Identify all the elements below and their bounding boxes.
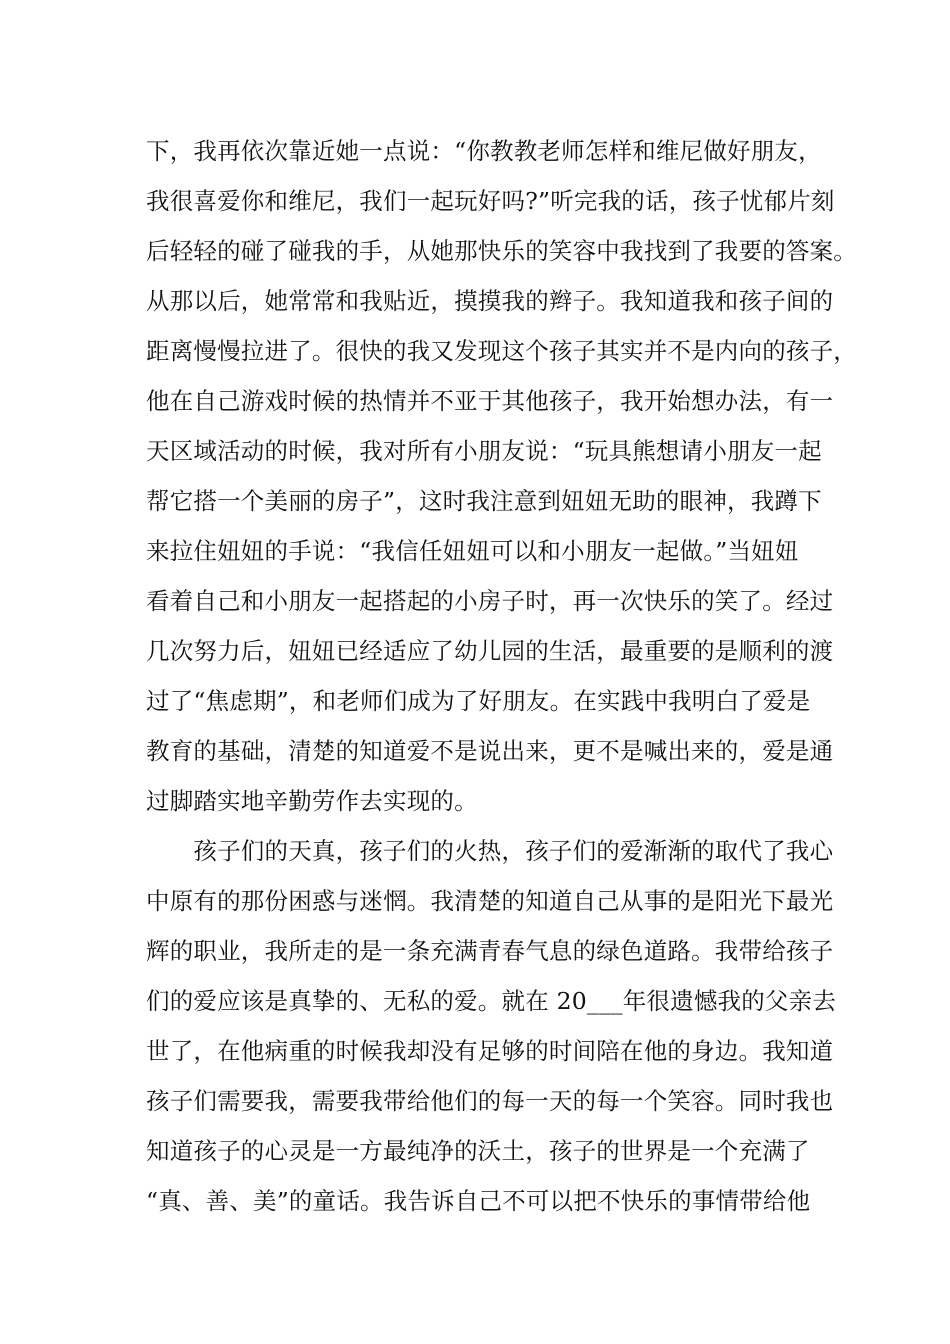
text-line: 我很喜爱你和维尼，我们一起玩好吗?”听完我的话，孩子忧郁片刻: [146, 187, 835, 215]
text-line: 孩子们需要我，需要我带给他们的每一天的每一个笑容。同时我也: [146, 1087, 834, 1115]
text-line: 下，我再依次靠近她一点说：“你教教老师怎样和维尼做好朋友，: [146, 137, 822, 165]
text-line: 帮它搭一个美丽的房子”，这时我注意到妞妞无助的眼神，我蹲下: [146, 487, 822, 515]
text-line: 看着自己和小朋友一起搭起的小房子时，再一次快乐的笑了。经过: [146, 587, 834, 615]
text-line: 他在自己游戏时候的热情并不亚于其他孩子，我开始想办法，有一: [146, 387, 834, 415]
body-text: [146, 126, 857, 1226]
text-line: 孩子们的天真，孩子们的火热，孩子们的爱渐渐的取代了我心: [146, 837, 834, 865]
text-line: 从那以后，她常常和我贴近，摸摸我的辫子。我知道我和孩子间的: [146, 287, 834, 315]
text-line: 中原有的那份困惑与迷惘。我清楚的知道自己从事的是阳光下最光: [146, 887, 834, 915]
text-line: 知道孩子的心灵是一方最纯净的沃土，孩子的世界是一个充满了: [146, 1137, 810, 1165]
text-line: “真、善、美”的童话。我告诉自己不可以把不快乐的事情带给他: [146, 1187, 811, 1215]
text-line: 来拉住妞妞的手说：“我信任妞妞可以和小朋友一起做。”当妞妞: [146, 537, 799, 565]
text-line: 天区域活动的时候，我对所有小朋友说：“玩具熊想请小朋友一起: [146, 437, 822, 465]
text-line: 后轻轻的碰了碰我的手，从她那快乐的笑容中我找到了我要的答案。: [146, 237, 857, 265]
text-line: 过了“焦虑期”，和老师们成为了好朋友。在实践中我明白了爱是: [146, 687, 811, 715]
text-line: 距离慢慢拉进了。很快的我又发现这个孩子其实并不是内向的孩子，: [146, 337, 857, 365]
text-line: 辉的职业，我所走的是一条充满青春气息的绿色道路。我带给孩子: [146, 937, 834, 965]
text-line: 们的爱应该是真挚的、无私的爱。就在 20___年很遗憾我的父亲去: [146, 987, 837, 1015]
text-line: 几次努力后，妞妞已经适应了幼儿园的生活，最重要的是顺利的渡: [146, 637, 834, 665]
text-line: 世了，在他病重的时候我却没有足够的时间陪在他的身边。我知道: [146, 1037, 834, 1065]
text-line: 过脚踏实地辛勤劳作去实现的。: [146, 787, 478, 815]
text-line: 教育的基础，清楚的知道爱不是说出来，更不是喊出来的，爱是通: [146, 737, 834, 765]
